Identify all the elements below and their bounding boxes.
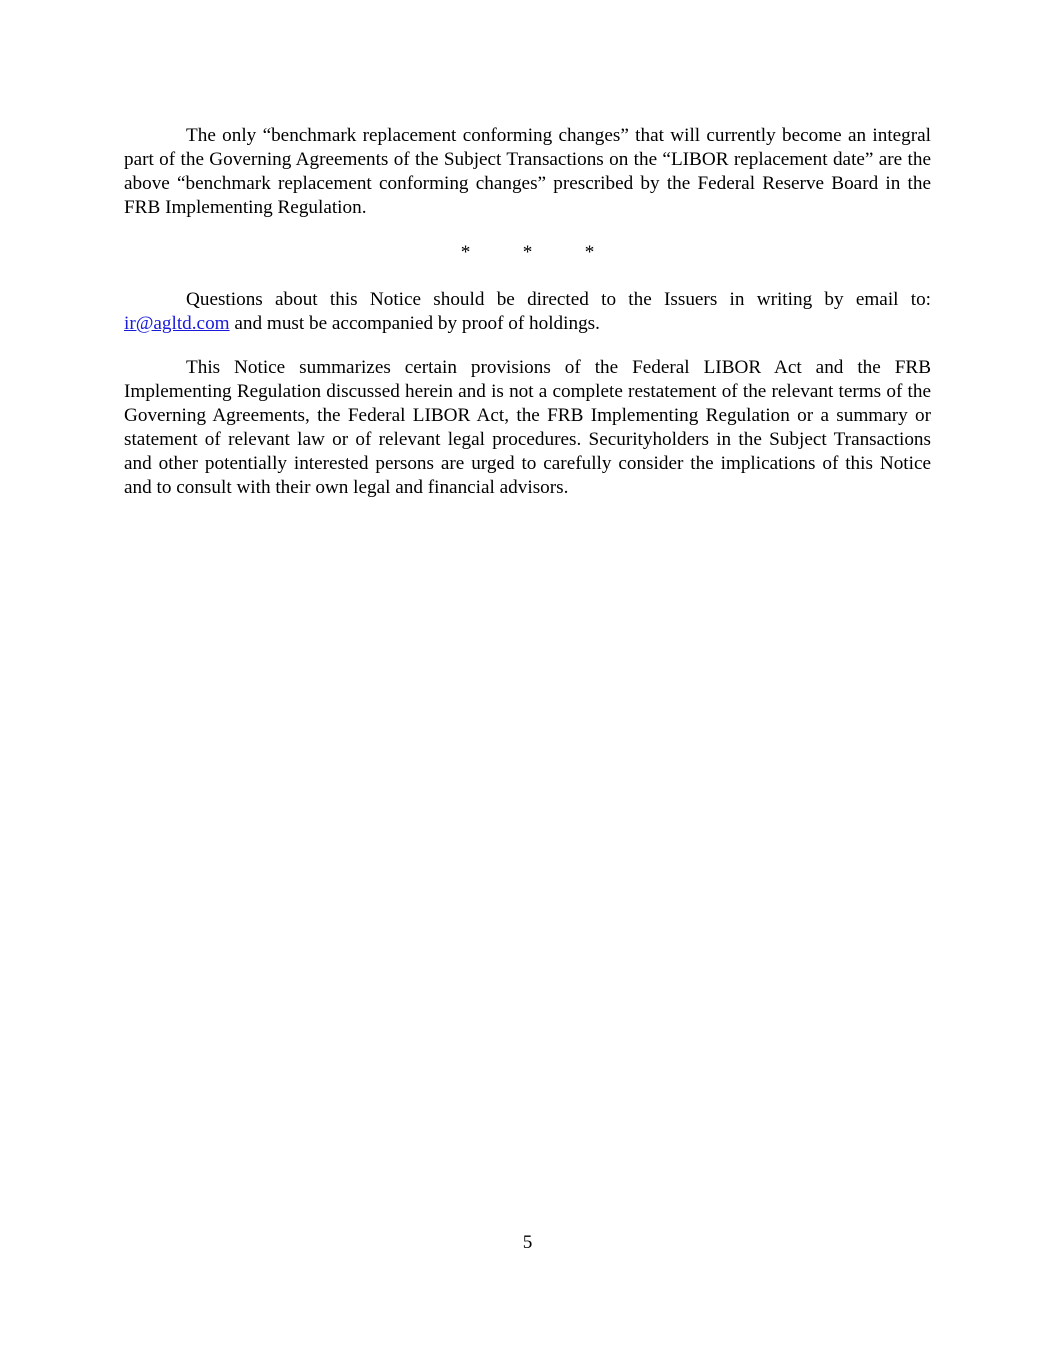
separator-asterisk: * — [460, 242, 471, 263]
email-link[interactable]: ir@agltd.com — [124, 313, 230, 334]
paragraph-questions — [124, 288, 931, 336]
paragraph-notice-summary-text: This Notice summarizes certain provisions of the Federal LIBOR Act and the FRB Implementing Regulation discussed herein and is not a complete restatement of the relevant terms of the Governing Agreements, the Federal LIBOR Act, the FRB Implementing Regulation or a summary or statement of relevant law or of relevant legal procedures. Securityholders in the Subject Transactions and other potentially interested persons are urged to carefully consider the implications of this Notice and to consult with their own legal and financial advisors. — [124, 357, 931, 498]
separator-asterisk: * — [522, 242, 533, 263]
paragraph-benchmark-changes-text: The only “benchmark replacement conforming changes” that will currently become an integral part of the Governing Agreements of the Subject Transactions on the “LIBOR replacement date” are the above “benchmark replacement conforming changes” prescribed by the Federal Reserve Board in the FRB Implementing Regulation. — [124, 125, 931, 218]
paragraph-notice-summary — [124, 356, 931, 500]
page-number: 5 — [522, 1232, 533, 1253]
section-separator — [0, 241, 1055, 265]
separator-asterisk: * — [584, 242, 595, 263]
paragraph-questions-tail: and must be accompanied by proof of holdings. — [229, 313, 600, 334]
paragraph-questions-text: Questions about this Notice should be directed to the Issuers in writing by email to: — [186, 289, 931, 310]
paragraph-benchmark-changes — [124, 124, 931, 220]
